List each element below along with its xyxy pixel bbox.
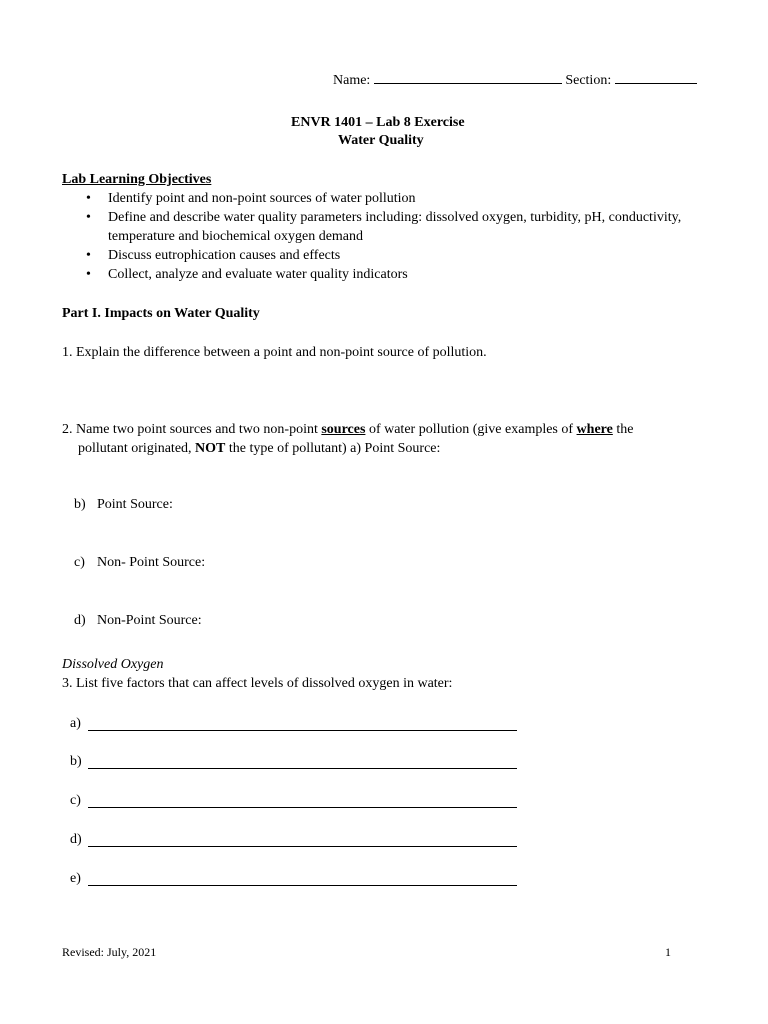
q2-b-letter: b) [74,497,86,512]
q3-letter-b: b) [70,754,82,769]
q2-b-label: Point Source: [97,497,173,512]
question-1: 1. Explain the difference between a point and non-point source of pollution. [62,345,487,360]
objective-item: Define and describe water quality parameters including: dissolved oxygen, turbidity, pH, conductivity, [108,210,682,225]
part1-heading: Part I. Impacts on Water Quality [62,306,260,321]
bullet-icon: • [86,210,91,225]
answer-line-a[interactable] [88,730,517,731]
answer-line-d[interactable] [88,846,517,847]
section-field[interactable] [615,69,697,84]
q2-d-letter: d) [74,613,86,628]
answer-line-b[interactable] [88,768,517,769]
objectives-heading: Lab Learning Objectives [62,172,212,187]
emphasis-not: NOT [195,441,226,456]
objective-item: Identify point and non-point sources of water pollution [108,191,416,206]
objective-item-continued: temperature and biochemical oxygen demand [108,229,364,244]
bullet-icon: • [86,248,91,263]
q3-letter-d: d) [70,832,82,847]
dissolved-oxygen-heading: Dissolved Oxygen [62,657,164,672]
q3-letter-c: c) [70,793,81,808]
objective-item: Discuss eutrophication causes and effects [108,248,341,263]
name-label: Name: [333,73,371,88]
page-number: 1 [665,945,671,959]
emphasis-sources: sources [321,422,366,437]
question-3: 3. List five factors that can affect levels of dissolved oxygen in water: [62,676,453,691]
q3-letter-e: e) [70,871,81,886]
answer-line-c[interactable] [88,807,517,808]
question-2-line1: 2. Name two point sources and two non-point sources of water pollution (give examples of where the [62,422,634,437]
q3-letter-a: a) [70,716,81,731]
section-label: Section: [565,73,612,88]
answer-line-e[interactable] [88,885,517,886]
objective-item: Collect, analyze and evaluate water quality indicators [108,267,408,282]
q2-c-letter: c) [74,555,85,570]
emphasis-where: where [576,422,613,437]
bullet-icon: • [86,191,91,206]
lab-subtitle: Water Quality [338,133,424,148]
name-field[interactable] [374,69,562,84]
q2-d-label: Non-Point Source: [97,613,202,628]
bullet-icon: • [86,267,91,282]
name-section-line [333,69,697,89]
question-2-line2: pollutant originated, NOT the type of pollutant) a) Point Source: [78,441,441,456]
course-title: ENVR 1401 – Lab 8 Exercise [291,115,465,130]
q2-c-label: Non- Point Source: [97,555,206,570]
revised-date: Revised: July, 2021 [62,945,157,959]
